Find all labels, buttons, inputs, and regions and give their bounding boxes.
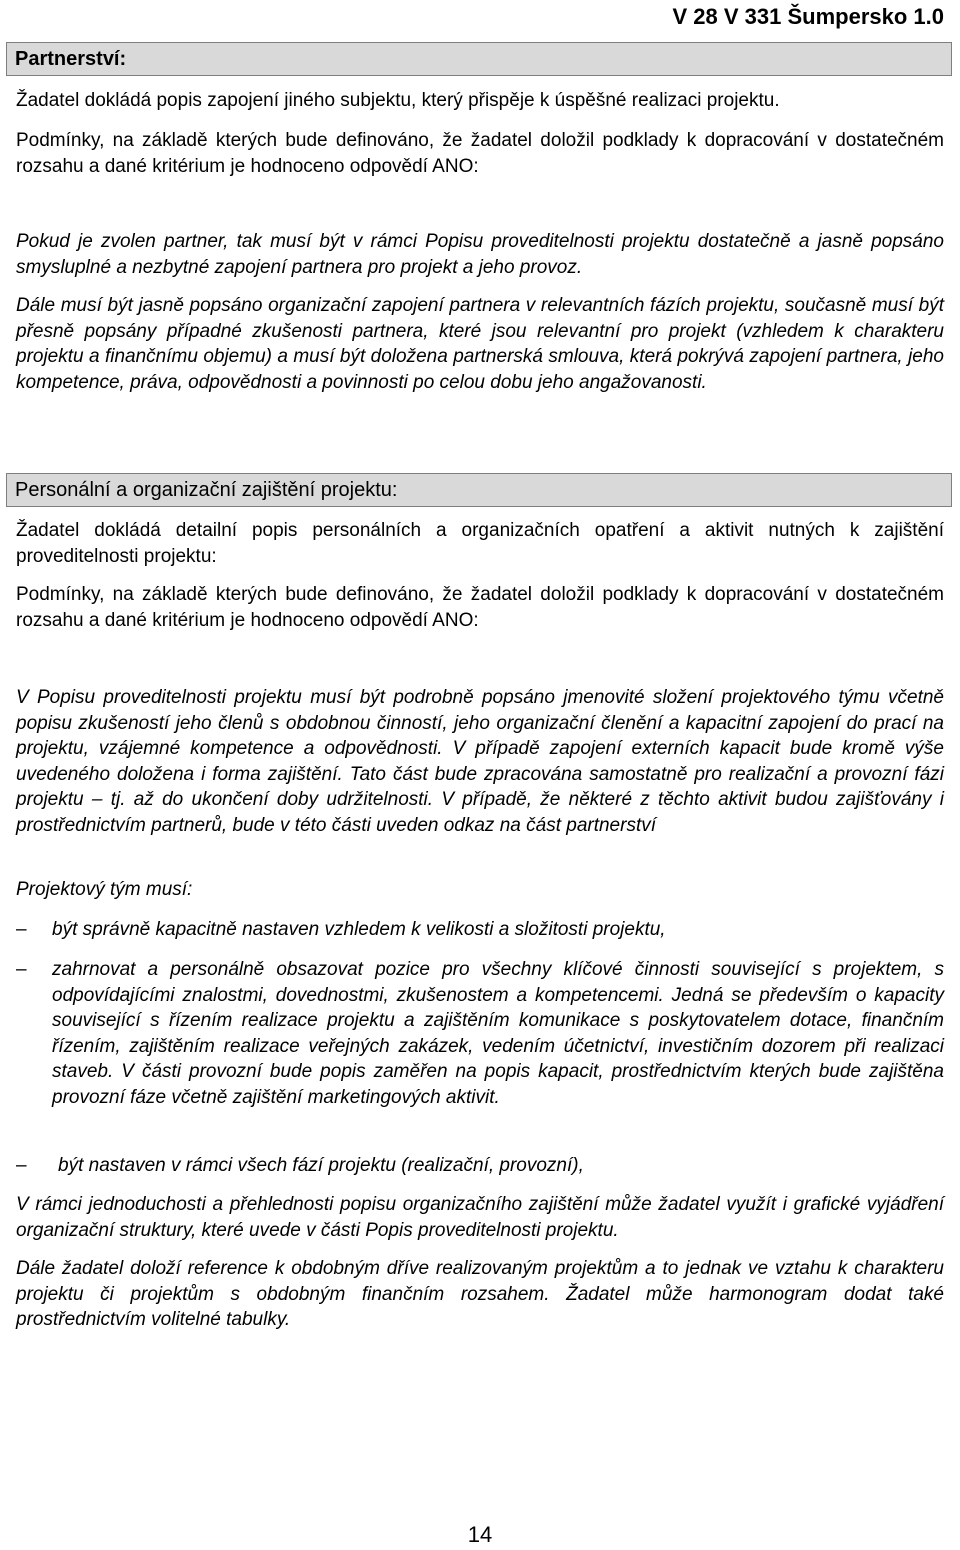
list-item-text: zahrnovat a personálně obsazovat pozice pro všechny klíčové činnosti související s projektem, s odpovídajícími znalostmi, dovednostmi, zkušenostem a kompetencemi. Jedná se především o kapacity související s řízením realizace projektu a zajištěním komunikace s poskytovatelem dotace, finančním řízením, zajištěním realizace veřejných zakázek, vedením účetnictví, investičním dozorem při realizaci staveb. V části provozní bude popis zaměřen na popis kapacit, prostřednictvím kterých bude zajištěna provozní fáze včetně zajištění marketingových aktivit. — [52, 959, 944, 1108]
paragraph: Pokud je zvolen partner, tak musí být v rámci Popisu proveditelnosti projektu dostatečně a jasně popsáno smysluplné a nezbytné zapojení partnera pro projekt a jeho provoz. — [16, 231, 944, 278]
dash-bullet: – — [16, 919, 27, 940]
paragraph: Projektový tým musí: — [16, 879, 193, 900]
page-number: 14 — [467, 1522, 493, 1547]
paragraph: V Popisu proveditelnosti projektu musí být podrobně popsáno jmenovité složení projektového týmu včetně popisu zkušeností jeho členů s obdobnou činností, jeho organizační členění a kapacitní zapojení do prací na projektu, vzájemné kompetence a odpovědnosti. V případě zapojení externích kapacit bude kromě výše uvedeného doložena i forma zajištění. Tato část bude zpracována samostatně pro realizační a provozní fázi projektu – tj. až do ukončení doby udržitelnosti. V případě, že některé z těchto aktivit budou zajišťovány i prostřednictvím partnerů, bude v této části uveden odkaz na část partnerství — [16, 687, 944, 836]
paragraph: Podmínky, na základě kterých bude definováno, že žadatel doložil podklady k dopracování v dostatečném rozsahu a dané kritérium je hodnoceno odpovědí ANO: — [16, 584, 944, 631]
list-item-text: být nastaven v rámci všech fází projektu (realizační, provozní), — [58, 1155, 584, 1176]
document-code: V 28 V 331 Šumpersko 1.0 — [672, 4, 944, 29]
paragraph: Dále žadatel doloží reference k obdobným dříve realizovaným projektům a to jednak ve vztahu k charakteru projektu či projektům s obdobným finančním rozsahem. Žadatel může harmonogram dodat také prostřednictvím volitelné tabulky. — [16, 1258, 944, 1331]
section-heading-partnership: Partnerství: — [6, 42, 952, 76]
paragraph: V rámci jednoduchosti a přehlednosti popisu organizačního zajištění může žadatel využít i grafické vyjádření organizační struktury, které uvede v části Popis proveditelnosti projektu. — [16, 1194, 944, 1241]
dash-bullet: – — [16, 959, 27, 980]
paragraph: Žadatel dokládá popis zapojení jiného subjektu, který přispěje k úspěšné realizaci projektu. — [16, 90, 780, 111]
paragraph: Podmínky, na základě kterých bude definováno, že žadatel doložil podklady k dopracování v dostatečném rozsahu a dané kritérium je hodnoceno odpovědí ANO: — [16, 130, 944, 177]
dash-bullet: – — [16, 1155, 27, 1176]
paragraph: Dále musí být jasně popsáno organizační zapojení partnera v relevantních fázích projektu, současně musí být přesně popsány případné zkušenosti partnera, které jsou relevantní pro projekt (vzhledem k charakteru projektu a finančnímu objemu) a musí být doložena partnerská smlouva, která pokrývá zapojení partnera, jeho kompetence, práva, odpovědnosti a povinnosti po celou dobu jeho angažovanosti. — [16, 295, 944, 393]
list-item — [16, 917, 944, 943]
list-item-text: být správně kapacitně nastaven vzhledem k velikosti a složitosti projektu, — [52, 919, 666, 940]
list-item — [16, 1153, 944, 1179]
paragraph: Žadatel dokládá detailní popis personálních a organizačních opatření a aktivit nutných k zajištění proveditelnosti projektu: — [16, 520, 944, 567]
section-heading-personnel: Personální a organizační zajištění projektu: — [6, 473, 952, 507]
list-item — [16, 957, 944, 1111]
